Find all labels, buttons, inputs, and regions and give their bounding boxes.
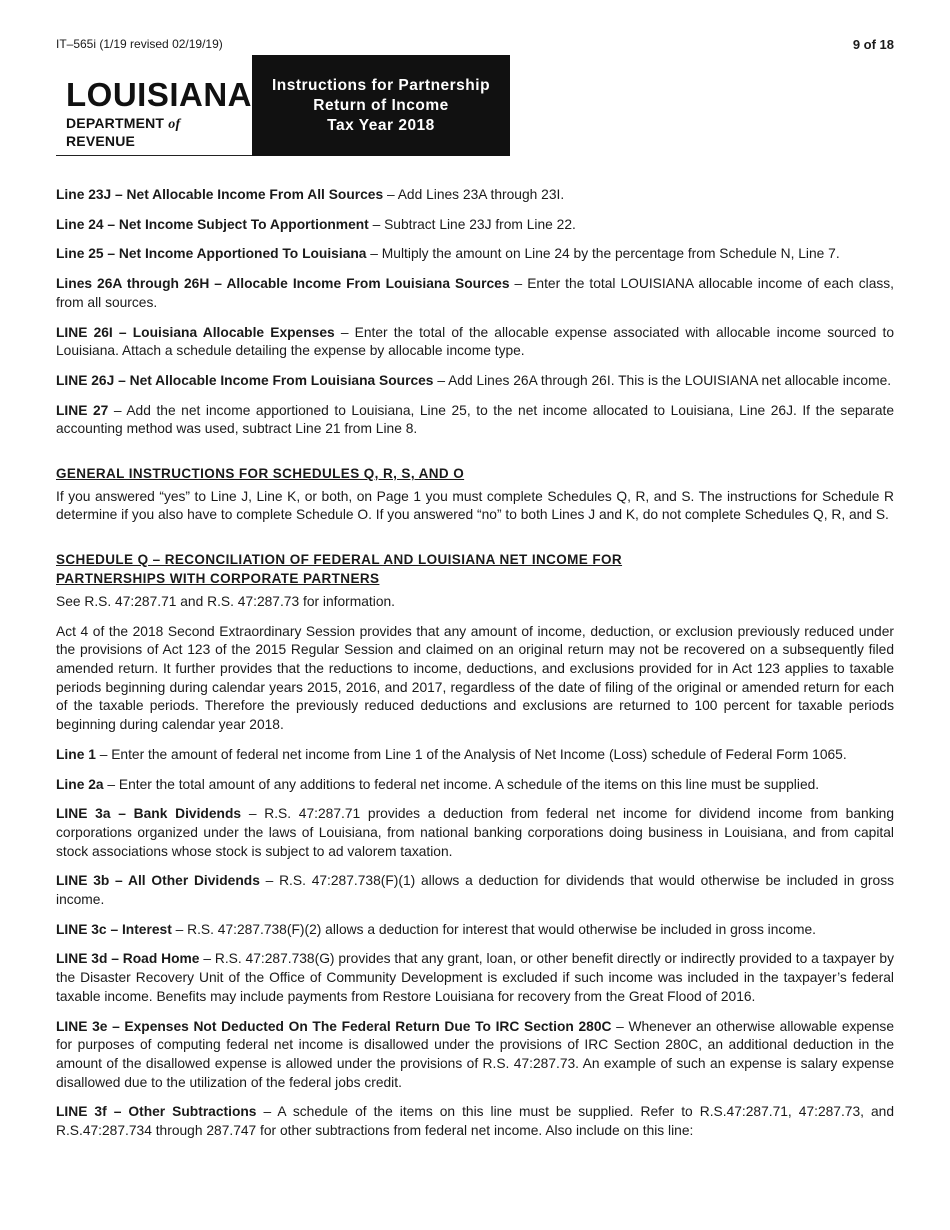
schedule-q-line-3e: LINE 3e – Expenses Not Deducted On The Federal Return Due To IRC Section 280C – Whenever an otherwise allowable expense for purposes of computing federal net income is disallowed under the provisions of IRC Section 280C, an additional deduction in the amount of the disallowed expense is allowed under the provisions of R.S. 47:287.73. An example of such an expense is salary expense disallowed due to the utilization of the federal jobs credit. — [56, 1018, 895, 1090]
form-id: IT–565i (1/19 revised 02/19/19) — [56, 37, 223, 51]
general-instructions-text: If you answered “yes” to Line J, Line K, or both, on Page 1 you must complete Schedules Q, R, and S. The instructions for Schedule R determine if you also have to complete Schedule O. If you answered “no” to both Lines J and K, do not complete Schedules Q, R, and S. — [56, 488, 894, 523]
schedule-q-heading-line-1: SCHEDULE Q – RECONCILIATION OF FEDERAL AND LOUISIANA NET INCOME FOR — [56, 551, 623, 567]
schedule-q-act4-paragraph: Act 4 of the 2018 Second Extraordinary Session provides that any amount of income, deduction, or exclusion previously reduced under the provisions of Act 123 of the 2015 Regular Session and claimed on an original return may not be recovered on a subsequently filed amended return. It further provides that the reductions to income, deductions, and exclusions provided for in Act 123 applies to taxable periods beginning during calendar years 2015, 2016, and 2017, regardless of the date of filing of the original or amended return for each of the taxable periods. Therefore the previously reduced deductions and exclusions are returned to 100 percent for taxable periods beginning during calendar year 2018. — [56, 623, 894, 733]
logo-wordmark: LOUISIANA — [66, 76, 252, 113]
page-header-line — [56, 37, 894, 53]
louisiana-revenue-logo — [56, 55, 252, 156]
instruction-line-27: LINE 27 – Add the net income apportioned to Louisiana, Line 25, to the net income allocated to Louisiana, Line 26J. If the separate accounting method was used, subtract Line 21 from Line 8. — [56, 402, 894, 437]
instructions-body — [56, 186, 894, 1152]
page-number: 9 of 18 — [852, 37, 894, 52]
schedule-q-line-1: Line 1 – Enter the amount of federal net income from Line 1 of the Analysis of Net Income (Loss) schedule of Federal Form 1065. — [56, 746, 847, 762]
instruction-line-24: Line 24 – Net Income Subject To Apportionment – Subtract Line 23J from Line 22. — [56, 216, 576, 232]
schedule-q-line-3c: LINE 3c – Interest – R.S. 47:287.738(F)(2) allows a deduction for interest that would otherwise be included in gross income. — [56, 921, 816, 937]
instruction-line-26j: LINE 26J – Net Allocable Income From Louisiana Sources – Add Lines 26A through 26I. This is the LOUISIANA net allocable income. — [56, 372, 892, 388]
logo-dept-word: DEPARTMENT — [66, 115, 165, 131]
logo-department — [66, 115, 252, 149]
schedule-q-line-2a: Line 2a – Enter the total amount of any additions to federal net income. A schedule of the items on this line must be supplied. — [56, 776, 820, 792]
instruction-line-25: Line 25 – Net Income Apportioned To Louisiana – Multiply the amount on Line 24 by the percentage from Schedule N, Line 7. — [56, 246, 840, 262]
schedule-q-line-3b: LINE 3b – All Other Dividends – R.S. 47:287.738(F)(1) allows a deduction for dividends that would otherwise be included in gross income. — [56, 873, 894, 908]
schedule-q-line-3f: LINE 3f – Other Subtractions – A schedule of the items on this line must be supplied. Refer to R.S.47:287.71, 47:287.73, and R.S.47:287.734 through 287.747 for other subtractions from federal net income. Also include on this line: — [56, 1104, 895, 1139]
schedule-q-reference: See R.S. 47:287.71 and R.S. 47:287.73 for information. — [56, 593, 396, 609]
document-header — [56, 55, 510, 156]
document-title-box — [252, 55, 510, 156]
schedule-q-heading — [56, 550, 894, 589]
instruction-line-26a-26h: Lines 26A through 26H – Allocable Income From Louisiana Sources – Enter the total LOUISIANA allocable income of each class, from all sources. — [56, 276, 894, 310]
logo-of-word: of — [168, 117, 181, 132]
title-line-1: Instructions for Partnership — [271, 76, 491, 94]
schedule-q-heading-line-2: PARTNERSHIPS WITH CORPORATE PARTNERS — [56, 571, 380, 587]
schedule-q-line-3d: LINE 3d – Road Home – R.S. 47:287.738(G) provides that any grant, loan, or other benefit directly or indirectly provided to a taxpayer by the Disaster Recovery Unit of the Office of Community Development is excluded if such income was included in the taxpayer’s federal taxable income. Benefits may include payments from Restore Louisiana for recovery from the Great Flood of 2016. — [56, 951, 895, 1004]
title-line-2: Return of Income — [313, 96, 449, 114]
general-instructions-heading: GENERAL INSTRUCTIONS FOR SCHEDULES Q, R, S, AND O — [56, 466, 465, 482]
logo-revenue-word: REVENUE — [66, 133, 136, 149]
title-line-3: Tax Year 2018 — [327, 116, 435, 134]
schedule-q-line-3a: LINE 3a – Bank Dividends – R.S. 47:287.71 provides a deduction from federal net income for dividend income from banking corporations organized under the laws of Louisiana, from national banking corporations doing business in Louisiana, and from capital stock associations whose stock is subject to ad valorem taxation. — [56, 806, 895, 859]
instruction-line-23j: Line 23J – Net Allocable Income From All Sources – Add Lines 23A through 23I. — [56, 187, 565, 202]
instruction-line-26i: LINE 26I – Louisiana Allocable Expenses – Enter the total of the allocable expense associated with allocable income sourced to Louisiana. Attach a schedule detailing the expense by allocable income type. — [56, 324, 894, 359]
